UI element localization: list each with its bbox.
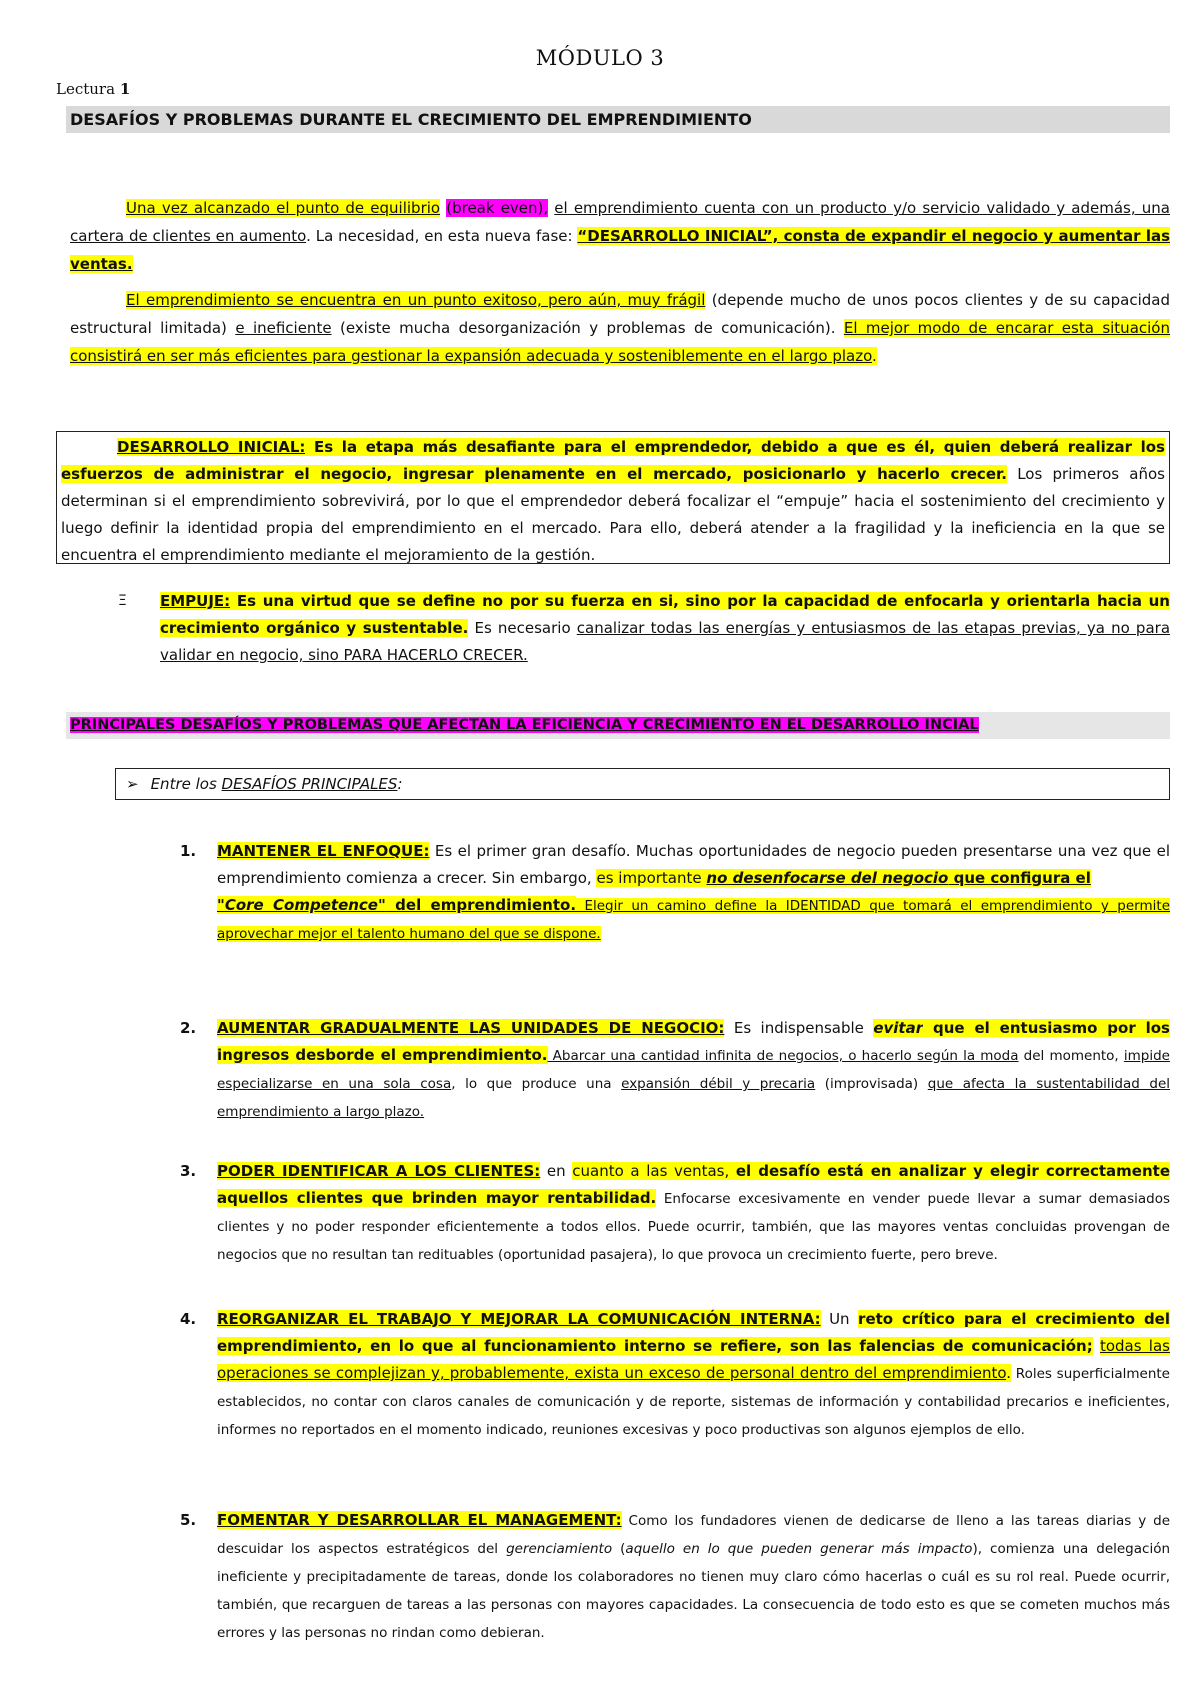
item-text: Es el primer gran desafío. Muchas oportunidades de negocio pueden presentarse una vez que el emprendimiento comienza a crecer. Sin embargo, <box>217 842 1170 887</box>
item-text: que afecta la sustentabilidad del emprendimiento a largo plazo. <box>217 1076 1171 1120</box>
item-text: Roles superficialmente establecidos, no contar con claros canales de comunicación y de reporte, sistemas de información y contabilidad precarios e ineficientes, informes no reportados en el momento indicado, reuniones excesivas y poco productivas son algunos ejemplos de ello. <box>217 1366 1170 1438</box>
item-number: 4. <box>180 1310 197 1328</box>
item-text: impide especializarse en una sola cosa <box>217 1048 1170 1092</box>
item-term: PODER IDENTIFICAR A LOS CLIENTES: <box>217 1162 541 1180</box>
item-text: ( <box>612 1541 626 1557</box>
item-number: 5. <box>180 1511 197 1529</box>
item-text: aquello en lo que pueden generar más impacto <box>625 1541 973 1557</box>
item-text: en <box>540 1162 573 1180</box>
p1-c: el emprendimiento cuenta con un producto y/o servicio validado y además, una cartera de clientes en aumento <box>70 199 1170 245</box>
module-title: MÓDULO 3 <box>535 46 665 70</box>
section2-title: PRINCIPALES DESAFÍOS Y PROBLEMAS QUE AFECTAN LA EFICIENCIA Y CRECIMIENTO EN EL DESARROLLO INCIAL <box>70 717 979 733</box>
section-title: DESAFÍOS Y PROBLEMAS DURANTE EL CRECIMIENTO DEL EMPRENDIMIENTO <box>66 106 1170 133</box>
desafios-a: Entre los <box>150 775 222 793</box>
item-text: . <box>1006 1364 1012 1382</box>
p2-b: (depende mucho de unos pocos clientes y de su capacidad estructural limitada) <box>70 291 1171 337</box>
item-text: el desafío está en analizar y elegir correctamente aquellos clientes que brinden mayor rentabilidad. <box>217 1162 1170 1207</box>
item-text: es importante <box>596 869 707 887</box>
p2-d: (existe mucha desorganización y problemas de comunicación). <box>331 319 844 337</box>
item-text: del momento, <box>1018 1048 1124 1064</box>
arrow-icon: ➢ <box>126 775 139 793</box>
p2-e: El mejor modo de encarar esta situación consistirá en ser más eficientes para gestionar la expansión adecuada y sosteniblemente en el largo plazo <box>70 319 1170 365</box>
item-term: MANTENER EL ENFOQUE: <box>217 842 430 860</box>
item-text: gerenciamiento <box>506 1541 613 1557</box>
p2-c: e ineficiente <box>235 319 332 337</box>
item-text: Elegir un camino define la IDENTIDAD que tomará el emprendimiento y permite aprovechar mejor el talento humano del que se dispone. <box>217 898 1170 942</box>
item-text: no desenfocarse del negocio <box>706 869 949 887</box>
bullet-icon: Ξ <box>118 593 127 609</box>
item-text: todas las operaciones se complejizan y, probablemente, exista un exceso de personal dentro del emprendimiento <box>217 1337 1170 1382</box>
box-term: DESARROLLO INICIAL: <box>117 438 306 456</box>
p1-break-even: (break even), <box>446 199 549 217</box>
item-text: Enfocarse excesivamente en vender puede llevar a sumar demasiados clientes y no poder responder eficientemente a todos ellos. Puede ocurrir, también, que las mayores ventas concluidas provengan de negocios que no resultan tan redituables (oportunidad pasajera), lo que provoca un crecimiento fuerte, pero breve. <box>217 1191 1170 1263</box>
p2-f: . <box>872 347 877 365</box>
p2-a: El emprendimiento se encuentra en un punto exitoso, pero aún, muy frágil <box>126 291 706 309</box>
item-text: expansión débil y precaria <box>621 1076 816 1092</box>
item-text: que configura el <box>948 869 1091 887</box>
item-number: 2. <box>180 1019 197 1037</box>
item-term: REORGANIZAR EL TRABAJO Y MEJORAR LA COMUNICACIÓN INTERNA: <box>217 1310 821 1328</box>
item-number: 3. <box>180 1162 197 1180</box>
lectura-number: 1 <box>119 80 131 98</box>
p1-a: Una vez alcanzado el punto de equilibrio <box>126 199 441 217</box>
desafios-b: DESAFÍOS PRINCIPALES <box>221 775 398 793</box>
empuje-bold: Es una virtud que se define no por su fuerza en si, sino por la capacidad de enfocarla y orientarla hacia un crecimiento orgánico y sustentable. <box>160 592 1170 637</box>
item-text: Es indispensable <box>724 1019 874 1037</box>
lectura-word: Lectura <box>56 80 116 98</box>
item-text: ), comienza una delegación ineficiente y precipitadamente de tareas, donde los colaboradores no tienen muy claro cómo hacerlas o cuál es su rol real. Puede ocurrir, también, que recarguen de tareas a las personas con mayores capacidades. La consecuencia de todo esto es que se cometen muchos más errores y las personas no rindan como debieran. <box>217 1541 1171 1641</box>
item-text: del emprendimiento. <box>385 896 577 914</box>
box-bold: Es la etapa más desafiante para el emprendedor, debido a que es él, quien deberá realizar los esfuerzos de administrar el negocio, ingresar plenamente en el mercado, posicionarlo y hacerlo crecer. <box>61 438 1165 483</box>
desafios-box <box>115 768 1170 800</box>
desafios-c: : <box>397 775 403 793</box>
section-principales <box>66 712 1170 739</box>
item-text: que el entusiasmo por los ingresos desborde el emprendimiento. <box>217 1019 1170 1064</box>
item-text: Un <box>820 1310 859 1328</box>
lectura-label <box>56 80 130 98</box>
p1-e: “DESARROLLO INICIAL”, consta de expandir el negocio y aumentar las ventas. <box>70 227 1171 273</box>
paragraph-intro <box>70 194 1170 278</box>
empuje-a: Es necesario <box>468 619 577 637</box>
p1-d: . La necesidad, en esta nueva fase: <box>306 227 578 245</box>
desarrollo-inicial-box <box>56 431 1170 564</box>
item-text: evitar <box>873 1019 924 1037</box>
item-text: cuanto a las ventas, <box>572 1162 736 1180</box>
item-text: Como los fundadores vienen de dedicarse de lleno a las tareas diarias y de descuidar los aspectos estratégicos del <box>217 1513 1171 1557</box>
item-term: AUMENTAR GRADUALMENTE LAS UNIDADES DE NEGOCIO: <box>217 1019 725 1037</box>
empuje-d: validar en negocio, sino PARA HACERLO CRECER. <box>160 646 528 664</box>
item-text: , lo que produce una <box>451 1076 622 1092</box>
box-rest: Los primeros años determinan si el emprendimiento sobrevivirá, por lo que el emprendedor deberá focalizar el “empuje” hacia el sostenimiento del crecimiento y luego definir la identidad propia del emprendimiento en el mercado. Para ello, deberá atender a la fragilidad y la ineficiencia en la que se encuentra el emprendimiento mediante el mejoramiento de la gestión. <box>61 465 1165 564</box>
empuje-term: EMPUJE: <box>160 592 231 610</box>
item-term: FOMENTAR Y DESARROLLAR EL MANAGEMENT: <box>217 1511 622 1529</box>
item-number: 1. <box>180 842 197 860</box>
item-text: "Core Competence" <box>217 896 386 914</box>
item-text: Abarcar una cantidad infinita de negocios, o hacerlo según la moda <box>547 1048 1019 1064</box>
item-text <box>1093 1337 1100 1355</box>
empuje-b: canalizar todas las energías y entusiasmos de las etapas previas, ya no para <box>576 619 1171 637</box>
item-text: (improvisada) <box>815 1076 928 1092</box>
item-text: reto crítico para el crecimiento del emprendimiento, en lo que al funcionamiento interno se refiere, son las falencias de comunicación; <box>217 1310 1170 1355</box>
paragraph-fragil <box>70 286 1170 370</box>
